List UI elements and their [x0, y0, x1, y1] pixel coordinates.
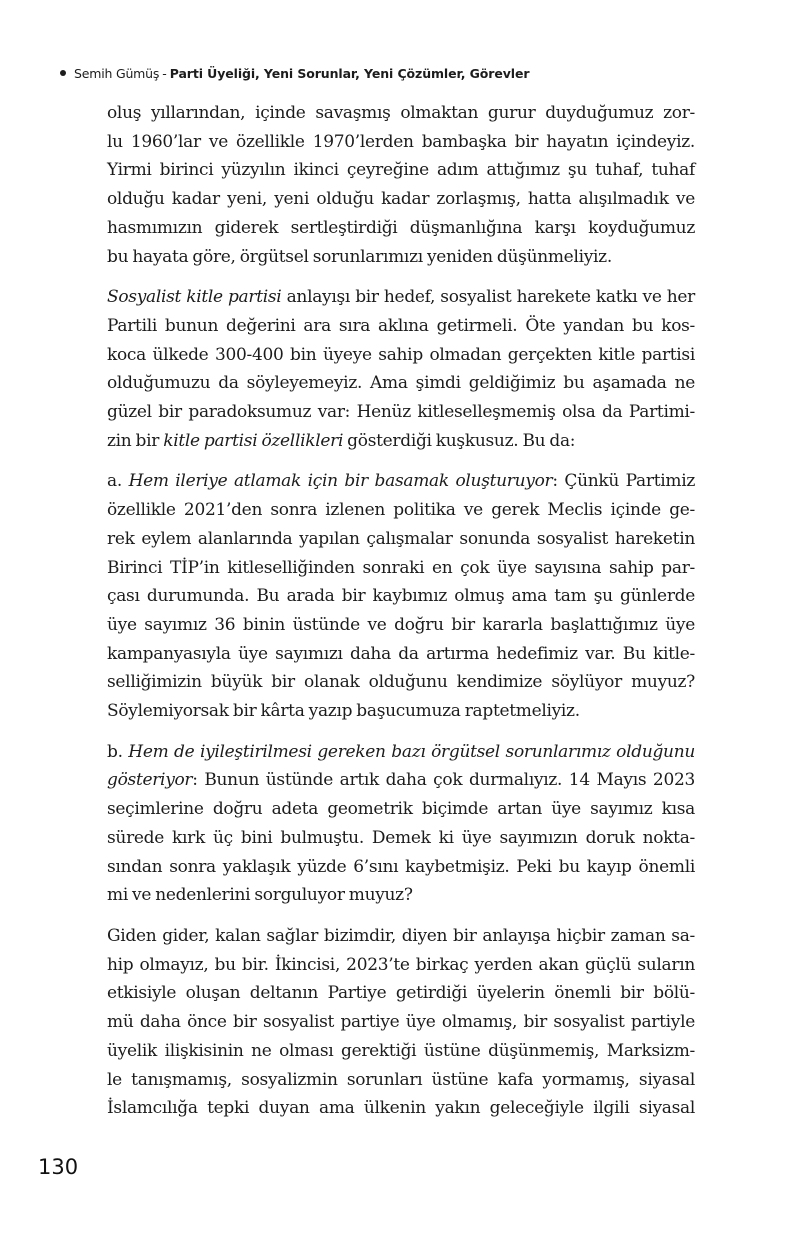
text-line: [107, 881, 695, 910]
text-line: [107, 1037, 695, 1066]
text-line: [107, 979, 695, 1008]
text-line: [107, 398, 695, 427]
text-run: gösterdiği kuşkusuz. Bu da:: [343, 430, 576, 451]
text-run: Partili bunun değerini ara sıra aklına getirmeli. Öte yandan bu kos-: [107, 315, 695, 336]
text-run: hip olmayız, bu bir. İkincisi, 2023’te birkaç yerden akan güçlü suların: [107, 954, 695, 975]
text-line: [107, 243, 695, 272]
text-run: rek eylem alanlarında yapılan çalışmalar sonunda sosyalist hareketin: [107, 528, 695, 549]
text-line: [107, 582, 695, 611]
text-run: zin bir: [107, 430, 164, 451]
text-line: [107, 283, 695, 312]
text-run: mi ve nedenlerini sorguluyor muyuz?: [107, 885, 413, 906]
paragraph: [107, 738, 695, 910]
text-run: selliğimizin büyük bir olanak olduğunu kendimize söylüyor muyuz?: [107, 672, 695, 693]
text-line: [107, 99, 695, 128]
text-run: bu hayata göre, örgütsel sorunlarımızı yeniden düşünmeliyiz.: [107, 246, 612, 267]
text-run: sürede kırk üç bini bulmuştu. Demek ki üye sayımızın doruk nokta-: [107, 827, 695, 848]
text-run: seçimlerine doğru adeta geometrik biçimde artan üye sayımız kısa: [107, 799, 695, 820]
text-run: a.: [107, 471, 129, 492]
text-line: [107, 312, 695, 341]
text-run: Giden gider, kalan sağlar bizimdir, diyen bir anlayışa hiçbir zaman sa-: [107, 925, 695, 946]
text-run: çası durumunda. Bu arada bir kaybımız olmuş ama tam şu günlerde: [107, 586, 695, 607]
text-line: [107, 1094, 695, 1123]
text-run: oluş yıllarından, içinde savaşmış olmaktan gurur duyduğumuz zor-: [107, 103, 695, 123]
italic-text: gösteriyor: [107, 770, 193, 791]
text-line: [107, 128, 695, 157]
body-text: [107, 99, 695, 1123]
text-run: : Çünkü Partimiz: [552, 471, 695, 492]
text-line: [107, 467, 695, 496]
text-line: [107, 795, 695, 824]
text-line: [107, 640, 695, 669]
text-line: [107, 824, 695, 853]
text-run: özellikle 2021’den sonra izlenen politika ve gerek Meclis içinde ge-: [107, 500, 695, 521]
text-line: [107, 427, 695, 456]
header-title: Parti Üyeliği, Yeni Sorunlar, Yeni Çözümler, Görevler: [169, 66, 530, 81]
text-line: [107, 738, 695, 767]
text-run: Birinci TİP’in kitleselliğinden sonraki en çok üye sayısına sahip par-: [107, 557, 695, 578]
text-line: [107, 611, 695, 640]
text-line: [107, 668, 695, 697]
italic-text: Hem de iyileştirilmesi gereken bazı örgütsel sorunlarımız olduğunu: [128, 741, 696, 762]
text-line: [107, 185, 695, 214]
italic-text: Sosyalist kitle partisi: [107, 287, 282, 308]
text-line: [107, 369, 695, 398]
text-line: [107, 214, 695, 243]
page-number: 130: [38, 1155, 79, 1179]
text-run: le tanışmamış, sosyalizmin sorunları üstüne kafa yormamış, siyasal: [107, 1069, 695, 1090]
text-run: üye sayımız 36 binin üstünde ve doğru bir kararla başlattığımız üye: [107, 614, 695, 635]
text-line: [107, 554, 695, 583]
text-run: sından sonra yaklaşık yüzde 6’sını kaybetmişiz. Peki bu kayıp önemli: [107, 856, 695, 877]
bullet-icon: [60, 70, 66, 76]
italic-text: kitle partisi özellikleri: [163, 430, 344, 451]
header-author: Semih Gümüş: [74, 66, 160, 81]
text-run: anlayışı bir hedef, sosyalist harekete katkı ve her: [281, 287, 695, 308]
text-run: Yirmi birinci yüzyılın ikinci çeyreğine adım attığımız şu tuhaf, tuhaf: [107, 160, 695, 181]
text-line: [107, 341, 695, 370]
italic-text: Hem ileriye atlamak için bir basamak oluşturuyor: [128, 471, 553, 492]
text-run: olduğu kadar yeni, yeni olduğu kadar zorlaşmış, hatta alışılmadık ve: [107, 189, 695, 210]
text-run: İslamcılığa tepki duyan ama ülkenin yakın geleceğiyle ilgili siyasal: [107, 1098, 695, 1119]
paragraph: [107, 467, 695, 725]
paragraph: [107, 283, 695, 455]
text-run: : Bunun üstünde artık daha çok durmalıyız. 14 Mayıs 2023: [192, 770, 695, 791]
text-line: [107, 156, 695, 185]
text-run: mü daha önce bir sosyalist partiye üye olmamış, bir sosyalist partiyle: [107, 1012, 695, 1033]
text-run: lu 1960’lar ve özellikle 1970’lerden bambaşka bir hayatın içindeyiz.: [107, 131, 695, 152]
text-line: [107, 697, 695, 726]
text-run: güzel bir paradoksumuz var: Henüz kitleselleşmemiş olsa da Partimi-: [107, 402, 695, 423]
text-line: [107, 922, 695, 951]
text-run: hasmımızın giderek sertleştirdiği düşmanlığına karşı koyduğumuz: [107, 217, 695, 238]
text-line: [107, 853, 695, 882]
text-line: [107, 496, 695, 525]
text-line: [107, 766, 695, 795]
text-run: etkisiyle oluşan deltanın Partiye getirdiği üyelerin önemli bir bölü-: [107, 983, 695, 1004]
paragraph: [107, 99, 695, 271]
text-run: üyelik ilişkisinin ne olması gerektiği üstüne düşünmemiş, Marksizm-: [107, 1040, 695, 1061]
text-run: Söylemiyorsak bir kârta yazıp başucumuza raptetmeliyiz.: [107, 701, 580, 722]
text-run: kampanyasıyla üye sayımızı daha da artırma hedefimiz var. Bu kitle-: [107, 643, 695, 664]
text-line: [107, 1008, 695, 1037]
running-header: [60, 64, 740, 84]
paragraph: [107, 922, 695, 1123]
text-line: [107, 525, 695, 554]
text-line: [107, 1066, 695, 1095]
text-line: [107, 951, 695, 980]
text-run: olduğumuzu da söyleyemeyiz. Ama şimdi geldiğimiz bu aşamada ne: [107, 373, 695, 394]
text-run: b.: [107, 741, 129, 762]
text-run: koca ülkede 300-400 bin üyeye sahip olmadan gerçekten kitle partisi: [107, 344, 695, 365]
header-separator: -: [162, 66, 167, 81]
